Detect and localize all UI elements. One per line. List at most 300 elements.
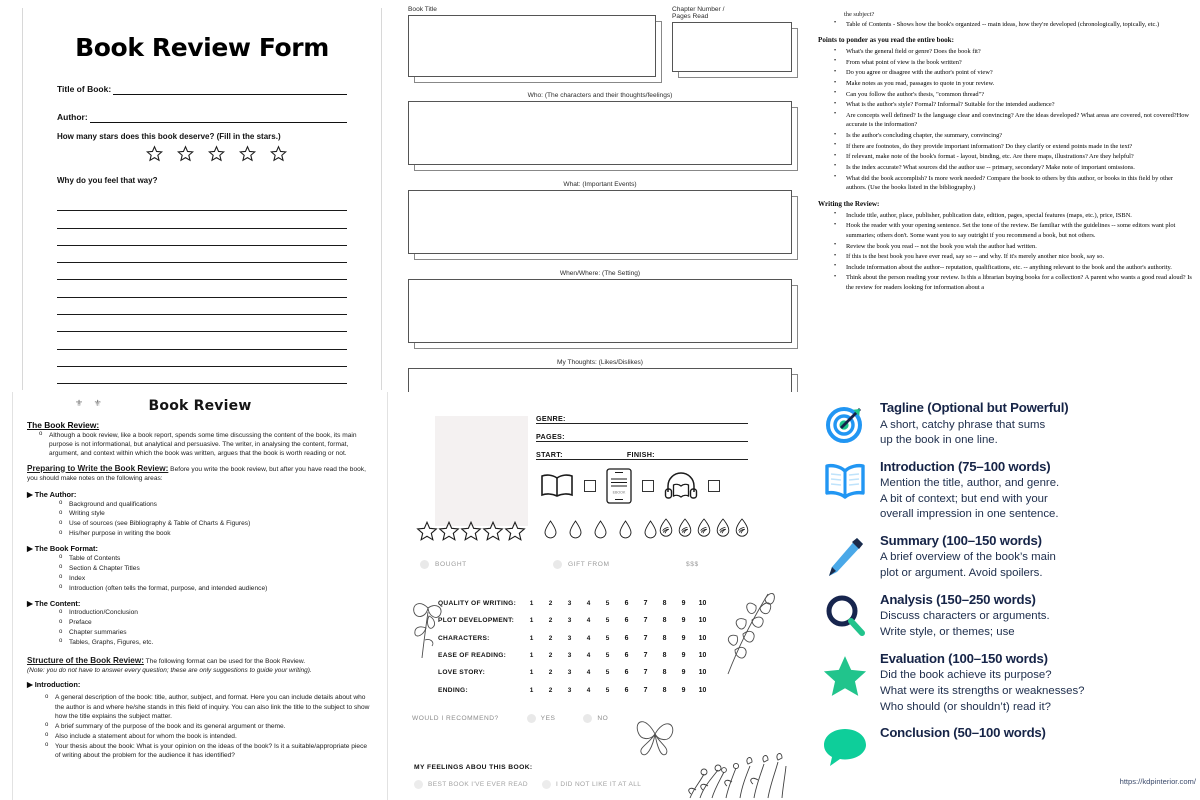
title-of-book-input[interactable] <box>113 84 347 95</box>
section-body-line: Discuss characters or arguments. <box>880 610 1050 623</box>
section-body-line: Write style, or themes; use <box>880 626 1015 639</box>
magnifier-icon <box>814 592 876 640</box>
preparing-paragraph <box>27 463 373 484</box>
rating-value-10[interactable]: 10 <box>698 600 707 608</box>
section-body-line: A brief overview of the book’s main <box>880 551 1056 564</box>
journal-star-5[interactable] <box>504 520 526 547</box>
pencil-icon <box>823 535 867 581</box>
poppy-flower-icon <box>406 592 448 662</box>
section-text <box>876 533 1190 581</box>
ornament-icon: ⚜ ⚜ <box>75 398 106 408</box>
rating-value-10[interactable]: 10 <box>698 652 707 660</box>
rating-value-7[interactable]: 7 <box>643 669 648 677</box>
rating-value-8[interactable]: 8 <box>662 617 667 625</box>
rating-value-9[interactable]: 9 <box>681 669 686 677</box>
star-icon <box>146 145 163 162</box>
stars-question: How many stars does this book deserve? (Fill in the stars.) <box>57 132 281 141</box>
who-label: Who: (The characters and their thoughts/feelings) <box>527 92 673 99</box>
flame-5[interactable] <box>734 518 750 543</box>
rating-value-3[interactable]: 3 <box>567 600 572 608</box>
title-of-book-field[interactable] <box>57 84 347 95</box>
rating-value-9[interactable]: 9 <box>681 617 686 625</box>
star-4[interactable] <box>239 145 256 167</box>
rating-scale[interactable] <box>522 652 712 659</box>
when-where-box[interactable] <box>408 279 792 343</box>
section-heading: Evaluation (100–150 words) <box>880 650 1048 666</box>
rating-value-8[interactable]: 8 <box>662 686 667 694</box>
rating-table <box>438 595 758 699</box>
rating-value-9[interactable]: 9 <box>681 652 686 660</box>
rating-row-label: LOVE STORY: <box>438 669 486 677</box>
list-item: o Index <box>57 574 373 583</box>
flame-4[interactable] <box>715 518 731 543</box>
open-book-icon <box>814 459 876 501</box>
yes-label: YES <box>540 715 556 722</box>
title-of-book-label: Title of Book: <box>57 84 112 94</box>
list-item: o His/her purpose in writing the book <box>57 529 373 538</box>
list-item: o Introduction/Conclusion <box>57 608 373 617</box>
rating-value-2[interactable]: 2 <box>548 652 553 660</box>
journal-star-rating[interactable] <box>416 520 526 547</box>
list-item: o Section & Chapter Titles <box>57 564 373 573</box>
section-text <box>876 592 1190 640</box>
rating-value-8[interactable]: 8 <box>662 634 667 642</box>
chapter-number-label-line2: Pages Read <box>672 13 709 20</box>
ebook-icon <box>606 468 632 504</box>
section-heading: Analysis (150–250 words) <box>880 591 1036 607</box>
eucalyptus-branch-icon <box>712 588 778 680</box>
recommend-no-radio[interactable] <box>583 714 592 723</box>
list-item: • Is the author's concluding chapter, the summary, convincing? <box>832 131 1194 141</box>
feelings-block <box>414 764 655 789</box>
droplet-icon <box>569 520 582 539</box>
droplet-icon <box>544 520 557 539</box>
the-book-review-list <box>37 431 373 459</box>
rating-value-4[interactable]: 4 <box>586 686 591 694</box>
the-author-heading: ▶ The Author: <box>27 490 77 500</box>
writing-line[interactable] <box>57 384 347 392</box>
rating-scale[interactable] <box>522 617 712 624</box>
structure-heading: Structure of the Book Review: <box>27 656 144 666</box>
tear-drop-1[interactable] <box>544 520 557 544</box>
writing-line[interactable] <box>57 332 347 349</box>
physical-book-checkbox[interactable] <box>584 480 596 492</box>
did-not-like-radio[interactable] <box>542 780 551 789</box>
bought-radio[interactable] <box>420 560 429 569</box>
spice-rating[interactable] <box>658 518 750 543</box>
audiobook-checkbox[interactable] <box>708 480 720 492</box>
chapter-number-label-line1: Chapter Number / <box>672 6 725 13</box>
section-heading: Summary (100–150 words) <box>880 532 1042 548</box>
rating-row-label: ENDING: <box>438 686 468 694</box>
bought-label: BOUGHT <box>435 561 467 568</box>
who-input[interactable] <box>408 101 792 165</box>
rating-value-3[interactable]: 3 <box>567 617 572 625</box>
butterfly-icon <box>632 710 678 758</box>
did-not-like-label: I DID NOT LIKE IT AT ALL <box>555 781 642 788</box>
list-item: • What is the author's style? Formal? Informal? Suitable for the intended audience? <box>832 100 1194 110</box>
rating-value-8[interactable]: 8 <box>662 669 667 677</box>
start-finish-field[interactable] <box>536 442 748 460</box>
list-item: o Table of Contents <box>57 554 373 563</box>
writing-line[interactable] <box>57 280 347 297</box>
rating-value-10[interactable]: 10 <box>698 686 707 694</box>
doc-title: Book Review <box>148 398 252 414</box>
writing-line[interactable] <box>57 315 347 332</box>
section-body-line: A bit of context; but end with your <box>880 492 1048 505</box>
rating-value-10[interactable]: 10 <box>698 634 707 642</box>
list-item: • Make notes as you read, passages to quote in your review. <box>832 79 1194 89</box>
the-content-list <box>57 608 373 647</box>
what-box[interactable] <box>408 190 792 254</box>
review-guidance-panel <box>800 0 1200 392</box>
droplet-icon <box>594 520 607 539</box>
introduction-list <box>43 693 373 760</box>
section-text <box>876 725 1190 742</box>
finish-label: FINISH: <box>626 450 655 459</box>
rating-value-9[interactable]: 9 <box>681 686 686 694</box>
section-body-line: A short, catchy phrase that sums <box>880 418 1046 431</box>
book-title-input[interactable] <box>408 15 656 77</box>
rating-value-5[interactable]: 5 <box>605 686 610 694</box>
list-item: o Preface <box>57 618 373 627</box>
list-item: o Background and qualifications <box>57 500 373 509</box>
magnifier-icon <box>823 594 867 640</box>
star-icon <box>482 520 504 542</box>
section-item-0 <box>814 400 1190 448</box>
flame-1[interactable] <box>658 518 674 543</box>
writing-the-review-list <box>832 211 1194 293</box>
journal-star-4[interactable] <box>482 520 504 547</box>
tear-drop-2[interactable] <box>569 520 582 544</box>
rating-value-4[interactable]: 4 <box>586 617 591 625</box>
list-item: • Do you agree or disagree with the author's point of view? <box>832 68 1194 78</box>
top-bullet-list <box>832 20 1194 30</box>
rating-value-3[interactable]: 3 <box>567 652 572 660</box>
list-item: • Hook the reader with your opening sentence. Set the tone of the review. Be familiar with the guidelines -- some editors want plot summaries; others don't. Some want you to say outright if you recommend a book, but not others. <box>832 221 1194 240</box>
what-input[interactable] <box>408 190 792 254</box>
tear-drop-4[interactable] <box>619 520 632 544</box>
rating-value-3[interactable]: 3 <box>567 686 572 694</box>
list-item: • Table of Contents - Shows how the book's organized -- main ideas, how they're developed (chronologically, topically, etc.) <box>832 20 1194 30</box>
journal-star-3[interactable] <box>460 520 482 547</box>
physical-book-icon <box>540 473 574 499</box>
star-5[interactable] <box>270 145 287 167</box>
introduction-heading: ▶ Introduction: <box>27 680 81 690</box>
list-item: o Tables, Graphs, Figures, etc. <box>57 638 373 647</box>
list-item: • If relevant, make note of the book's format - layout, binding, etc. Are there maps, illustrations? Are they helpful? <box>832 152 1194 162</box>
star-icon <box>822 653 868 699</box>
writing-line[interactable] <box>57 194 347 211</box>
rating-value-6[interactable]: 6 <box>624 634 629 642</box>
list-item: • Think about the person reading your review. Is this a librarian buying books for a collection? A parent who wants a good read aloud? Is the review for readers looking for information about a <box>832 273 1194 292</box>
list-item: • What's the general field or genre? Does the book fit? <box>832 47 1194 57</box>
rating-row <box>438 647 758 664</box>
rating-scale[interactable] <box>522 635 712 642</box>
form-sheet <box>22 8 382 390</box>
rating-value-7[interactable]: 7 <box>643 652 648 660</box>
wildflower-cluster-icon <box>682 748 792 800</box>
rating-row <box>438 630 758 647</box>
rating-value-4[interactable]: 4 <box>586 669 591 677</box>
ebook-label: EBOOK <box>612 490 626 495</box>
list-item: • Are concepts well defined? Is the language clear and convincing? Are the ideas developed? What areas are covered, not covered?How accurate is the information? <box>832 111 1194 130</box>
rating-value-5[interactable]: 5 <box>605 600 610 608</box>
journal-star-1[interactable] <box>416 520 438 547</box>
flame-2[interactable] <box>677 518 693 543</box>
the-book-format-heading: ▶ The Book Format: <box>27 544 98 554</box>
list-item: o Use of sources (see Bibliography & Table of Charts & Figures) <box>57 519 373 528</box>
rating-value-4[interactable]: 4 <box>586 600 591 608</box>
writing-line[interactable] <box>57 229 347 246</box>
format-选择 <box>540 468 720 504</box>
chapter-number-input[interactable] <box>672 22 792 72</box>
rating-value-8[interactable]: 8 <box>662 600 667 608</box>
star-3[interactable] <box>208 145 225 167</box>
list-item: • What did the book accomplish? Is more work needed? Compare the book to others by this author, or books in this field by other authors. (Use the books listed in the bibliography.) <box>832 174 1194 193</box>
flame-3[interactable] <box>696 518 712 543</box>
author-input[interactable] <box>90 112 347 123</box>
flame-icon <box>715 518 731 538</box>
section-item-2 <box>814 533 1190 581</box>
acquisition-row <box>420 560 750 569</box>
rating-value-2[interactable]: 2 <box>548 617 553 625</box>
list-item: • From what point of view is the book written? <box>832 58 1194 68</box>
star-rating-row[interactable] <box>51 145 381 167</box>
when-where-label: When/Where: (The Setting) <box>559 270 641 277</box>
start-label: START: <box>536 450 563 459</box>
rating-value-5[interactable]: 5 <box>605 652 610 660</box>
rating-value-6[interactable]: 6 <box>624 686 629 694</box>
list-item: • Can you follow the author's thesis, "common thread"? <box>832 90 1194 100</box>
rating-value-2[interactable]: 2 <box>548 634 553 642</box>
recommend-yes-radio[interactable] <box>527 714 536 723</box>
section-body-line: plot or argument. Avoid spoilers. <box>880 567 1043 580</box>
rating-value-1[interactable]: 1 <box>529 617 534 625</box>
droplet-icon <box>619 520 632 539</box>
rating-value-1[interactable]: 1 <box>529 669 534 677</box>
star-icon <box>177 145 194 162</box>
speech-bubble-icon <box>822 727 868 767</box>
target-icon <box>814 400 876 446</box>
genre-field[interactable] <box>536 406 748 424</box>
droplet-icon <box>644 520 657 539</box>
star-icon <box>814 651 876 699</box>
section-body-line: Who should (or shouldn’t) read it? <box>880 700 1051 713</box>
tear-rating[interactable] <box>544 520 657 544</box>
section-body-line: Did the book achieve its purpose? <box>880 669 1052 682</box>
author-field[interactable] <box>57 112 347 123</box>
star-1[interactable] <box>146 145 163 167</box>
best-book-radio[interactable] <box>414 780 423 789</box>
recommend-row <box>412 714 608 723</box>
rating-value-7[interactable]: 7 <box>643 634 648 642</box>
tear-drop-3[interactable] <box>594 520 607 544</box>
section-text <box>876 400 1190 448</box>
rating-value-1[interactable]: 1 <box>529 686 534 694</box>
list-item: o A brief summary of the purpose of the book and its general argument or theme. <box>43 722 373 731</box>
rating-row-label: CHARACTERS: <box>438 634 490 642</box>
review-sections-panel <box>800 392 1200 800</box>
points-to-ponder-heading: Points to ponder as you read the entire book: <box>818 36 954 45</box>
rating-value-7[interactable]: 7 <box>643 686 648 694</box>
writing-line[interactable] <box>57 367 347 384</box>
book-review-guide-panel <box>0 392 400 800</box>
price-label: $$$ <box>686 561 699 568</box>
section-text <box>876 651 1190 714</box>
the-book-format-list <box>57 554 373 593</box>
rating-value-4[interactable]: 4 <box>586 634 591 642</box>
rating-value-10[interactable]: 10 <box>698 669 707 677</box>
section-body-line: What were its strengths or weaknesses? <box>880 685 1085 698</box>
author-label: Author: <box>57 112 88 122</box>
rating-scale[interactable] <box>522 669 712 676</box>
rating-value-1[interactable]: 1 <box>529 600 534 608</box>
rating-row-label: QUALITY OF WRITING: <box>438 600 517 608</box>
book-title-box[interactable] <box>408 15 656 77</box>
gift-from-label: GIFT FROM <box>568 561 610 568</box>
rating-value-2[interactable]: 2 <box>548 669 553 677</box>
rating-row-label: PLOT DEVELOPMENT: <box>438 617 515 625</box>
rating-value-3[interactable]: 3 <box>567 634 572 642</box>
rating-value-6[interactable]: 6 <box>624 600 629 608</box>
list-item: o A general description of the book: title, author, subject, and format. Here you can include details about who the author is and where he/she stands in this field of inquiry. You can also link the title to the subject to show how the title explains the subject matter. <box>43 693 373 721</box>
ebook-checkbox[interactable] <box>642 480 654 492</box>
points-to-ponder-list <box>832 47 1194 193</box>
review-sections-list <box>814 400 1190 767</box>
rating-value-5[interactable]: 5 <box>605 634 610 642</box>
when-where-input[interactable] <box>408 279 792 343</box>
star-icon <box>239 145 256 162</box>
my-thoughts-label: My Thoughts: (Likes/Dislikes) <box>557 359 643 366</box>
writing-line[interactable] <box>57 211 347 228</box>
rating-value-1[interactable]: 1 <box>529 652 534 660</box>
structure-body: The following format can be used for the Book Review. <box>143 658 306 666</box>
list-item: • Include title, author, place, publisher, publication date, edition, pages, special features (maps, etc.), price, ISBN. <box>832 211 1194 221</box>
book-review-form-panel <box>0 0 400 392</box>
rating-value-6[interactable]: 6 <box>624 652 629 660</box>
rating-value-9[interactable]: 9 <box>681 600 686 608</box>
genre-label: GENRE: <box>536 414 566 423</box>
list-item: • Is the index accurate? What sources did the author use -- primary, secondary? Make note of important omissions. <box>832 163 1194 173</box>
rating-value-5[interactable]: 5 <box>605 617 610 625</box>
rating-value-6[interactable]: 6 <box>624 669 629 677</box>
my-thoughts-box[interactable] <box>408 368 792 392</box>
book-cover-placeholder <box>435 416 528 526</box>
list-item: o Introduction (often tells the format, purpose, and intended audience) <box>57 584 373 593</box>
section-item-4 <box>814 651 1190 714</box>
rating-value-7[interactable]: 7 <box>643 617 648 625</box>
writing-line[interactable] <box>57 350 347 367</box>
section-body-line: overall impression in one sentence. <box>880 508 1059 521</box>
rating-value-1[interactable]: 1 <box>529 634 534 642</box>
chapter-number-box[interactable] <box>672 22 792 72</box>
tear-drop-5[interactable] <box>644 520 657 544</box>
recommend-label: WOULD I RECOMMEND? <box>412 715 499 722</box>
section-item-1 <box>814 459 1190 522</box>
rating-row <box>438 664 758 681</box>
list-item: o Also include a statement about for whom the book is intended. <box>43 732 373 741</box>
rating-row-label: EASE OF READING: <box>438 652 507 660</box>
rating-value-10[interactable]: 10 <box>698 617 707 625</box>
rating-value-4[interactable]: 4 <box>586 652 591 660</box>
preparing-body: Before you write the book review, but after you have read the book, you should make notes on the following areas: <box>27 465 366 483</box>
list-item: o Chapter summaries <box>57 628 373 637</box>
rating-value-2[interactable]: 2 <box>548 686 553 694</box>
section-item-5 <box>814 725 1190 767</box>
the-author-list <box>57 500 373 539</box>
star-icon <box>208 145 225 162</box>
why-question: Why do you feel that way? <box>57 176 158 185</box>
target-icon <box>823 402 867 446</box>
page-title: Book Review Form <box>75 33 329 62</box>
flame-icon <box>734 518 750 538</box>
rating-row <box>438 681 758 698</box>
rating-value-2[interactable]: 2 <box>548 600 553 608</box>
my-thoughts-input[interactable] <box>408 368 792 392</box>
section-text <box>876 459 1190 522</box>
writing-line[interactable] <box>57 263 347 280</box>
rating-value-3[interactable]: 3 <box>567 669 572 677</box>
list-item: o Your thesis about the book: What is your opinion on the ideas of the book? Is it a suitable/appropriate piece of writing about the problem for the audience it has identified? <box>43 742 373 761</box>
list-item: • If this is the best book you have ever read, say so -- and why. If it's merely another nice book, say so. <box>832 252 1194 262</box>
reading-journal-panel <box>400 392 800 800</box>
section-heading: Introduction (75–100 words) <box>880 458 1051 474</box>
writing-line[interactable] <box>57 298 347 315</box>
list-item: • Include information about the author-- reputation, qualifications, etc. -- anything relevant to the book and the author's authority. <box>832 263 1194 273</box>
list-item: o Writing style <box>57 509 373 518</box>
section-heading: Tagline (Optional but Powerful) <box>880 400 1069 415</box>
writing-lines[interactable] <box>57 194 347 392</box>
rating-value-7[interactable]: 7 <box>643 600 648 608</box>
rating-value-8[interactable]: 8 <box>662 652 667 660</box>
journal-star-2[interactable] <box>438 520 460 547</box>
structure-note: (Note: you do not have to answer every question; these are only suggestions to guide your writing). <box>27 667 312 675</box>
section-item-3 <box>814 592 1190 640</box>
the-content-heading: ▶ The Content: <box>27 598 81 608</box>
gift-radio[interactable] <box>553 560 562 569</box>
rating-scale[interactable] <box>522 687 712 694</box>
what-label: What: (Important Events) <box>563 181 637 188</box>
open-book-icon <box>823 461 867 501</box>
structure-paragraph <box>27 655 373 667</box>
star-2[interactable] <box>177 145 194 167</box>
rating-row <box>438 612 758 629</box>
pencil-icon <box>814 533 876 581</box>
pages-label: PAGES: <box>536 432 565 441</box>
flame-icon <box>658 518 674 538</box>
reading-log-panel <box>400 0 800 392</box>
rating-row <box>438 595 758 612</box>
section-heading: Conclusion (50–100 words) <box>880 725 1046 741</box>
star-icon <box>270 145 287 162</box>
rating-value-6[interactable]: 6 <box>624 617 629 625</box>
who-box[interactable] <box>408 101 792 165</box>
pages-field[interactable] <box>536 424 748 442</box>
section-body-line: up the book in one line. <box>880 434 998 447</box>
section-body-line: Mention the title, author, and genre. <box>880 477 1060 490</box>
partial-top-line: the subject? <box>844 11 875 18</box>
rating-value-5[interactable]: 5 <box>605 669 610 677</box>
writing-line[interactable] <box>57 246 347 263</box>
flame-icon <box>696 518 712 538</box>
star-icon <box>438 520 460 542</box>
feelings-label: MY FEELINGS ABOU THIS BOOK: <box>414 764 533 771</box>
preparing-heading: Preparing to Write the Book Review: <box>27 463 169 473</box>
rating-scale[interactable] <box>522 600 712 607</box>
audiobook-icon <box>664 472 698 500</box>
rating-value-9[interactable]: 9 <box>681 634 686 642</box>
